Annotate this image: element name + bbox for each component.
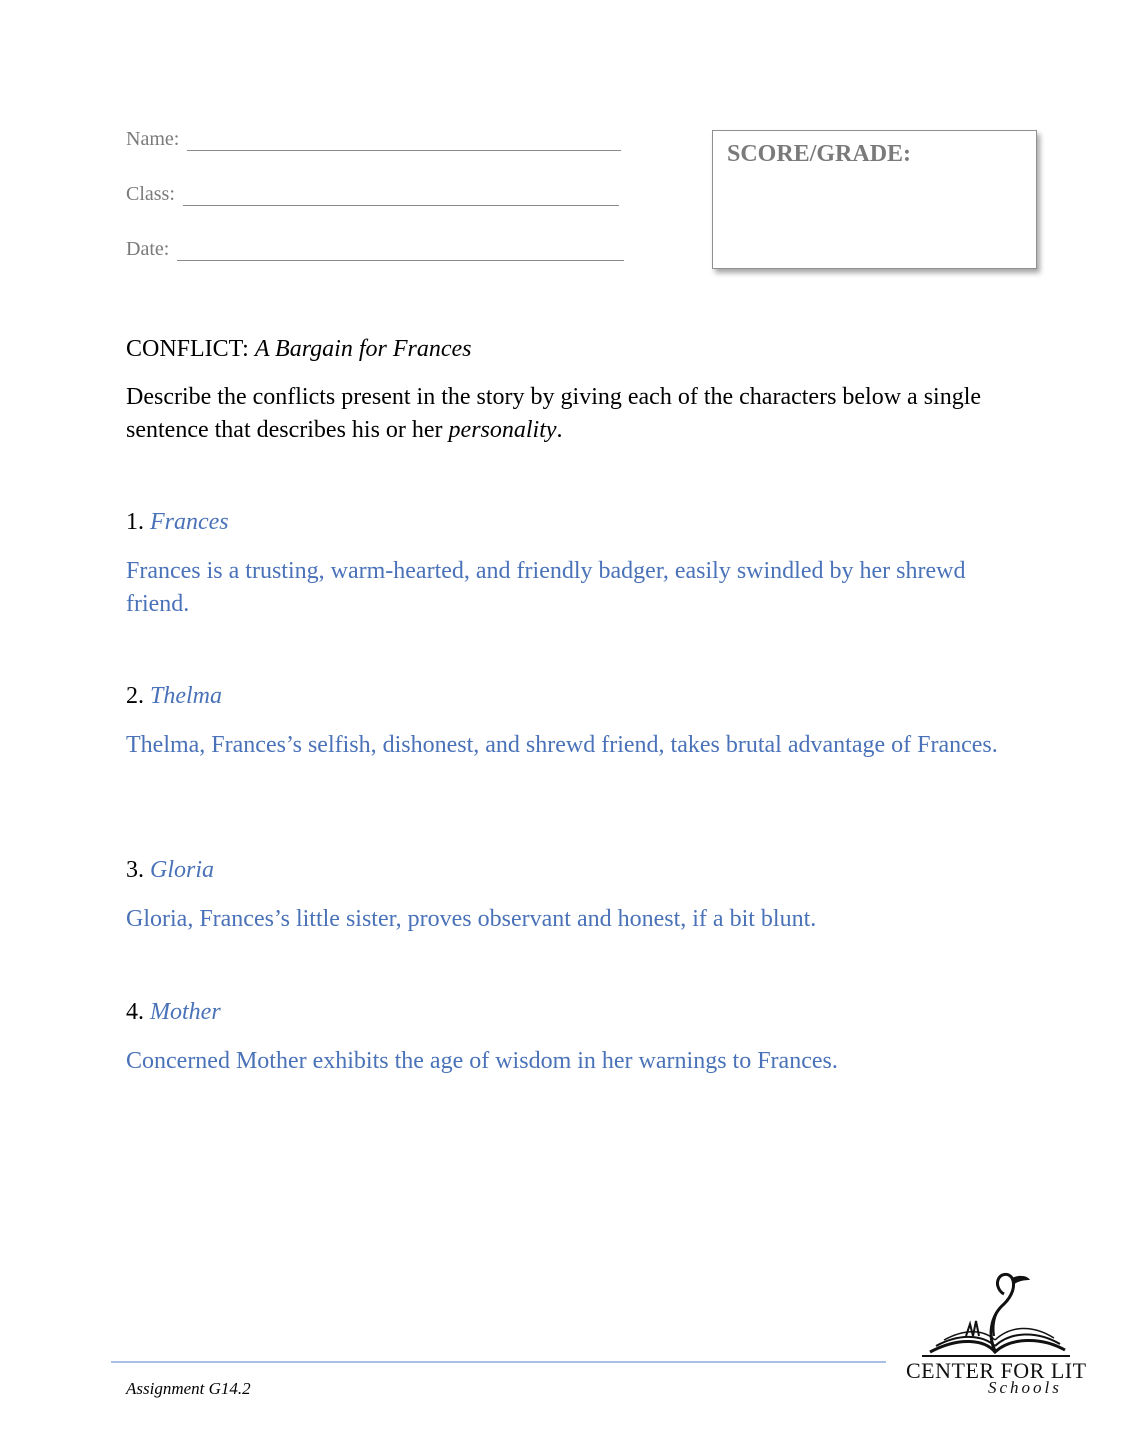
character-number: 2. (126, 683, 144, 709)
character-name: Mother (150, 999, 221, 1025)
date-label: Date: (126, 238, 170, 260)
answer-thelma: Thelma, Frances’s selfish, dishonest, and shrewd friend, takes brutal advantage of Frances. (126, 732, 998, 758)
character-name: Frances (150, 509, 229, 535)
name-field (126, 128, 621, 151)
class-field (126, 183, 619, 206)
center-for-lit-logo (900, 1266, 1090, 1406)
class-blank-line[interactable] (183, 185, 619, 206)
logo-main-text: CENTER FOR LIT (906, 1358, 1087, 1383)
footer-divider (111, 1361, 886, 1363)
book-title: A Bargain for Frances (254, 336, 472, 362)
class-label: Class: (126, 183, 175, 205)
instructions-end: . (556, 417, 563, 443)
answer-frances: Frances is a trusting, warm-hearted, and friendly badger, easily swindled by her shrewd friend. (126, 558, 966, 617)
character-heading-gloria (126, 857, 214, 884)
date-blank-line[interactable] (177, 240, 624, 261)
date-field (126, 238, 624, 261)
character-heading-thelma (126, 683, 222, 710)
character-heading-mother (126, 999, 221, 1026)
heading-prefix: CONFLICT: (126, 336, 249, 362)
instructions-emphasis: personality (448, 417, 557, 443)
name-label: Name: (126, 128, 180, 150)
character-name: Thelma (150, 683, 222, 709)
assignment-id: Assignment G14.2 (126, 1379, 251, 1398)
character-heading-frances (126, 509, 229, 536)
pelican-book-icon (900, 1266, 1090, 1366)
character-number: 1. (126, 509, 144, 535)
answer-gloria: Gloria, Frances’s little sister, proves observant and honest, if a bit blunt. (126, 906, 817, 932)
score-grade-label: SCORE/GRADE: (727, 141, 912, 167)
character-name: Gloria (150, 857, 215, 883)
logo-sub-text: Schools (988, 1378, 1062, 1397)
answer-mother: Concerned Mother exhibits the age of wisdom in her warnings to Frances. (126, 1048, 838, 1074)
instructions (126, 381, 1006, 447)
assignment-heading (126, 336, 471, 363)
character-number: 4. (126, 999, 144, 1025)
instructions-text: Describe the conflicts present in the story by giving each of the characters below a single sentence that describes his or her (126, 384, 982, 443)
name-blank-line[interactable] (187, 130, 621, 151)
score-grade-box (712, 130, 1037, 269)
character-number: 3. (126, 857, 144, 883)
